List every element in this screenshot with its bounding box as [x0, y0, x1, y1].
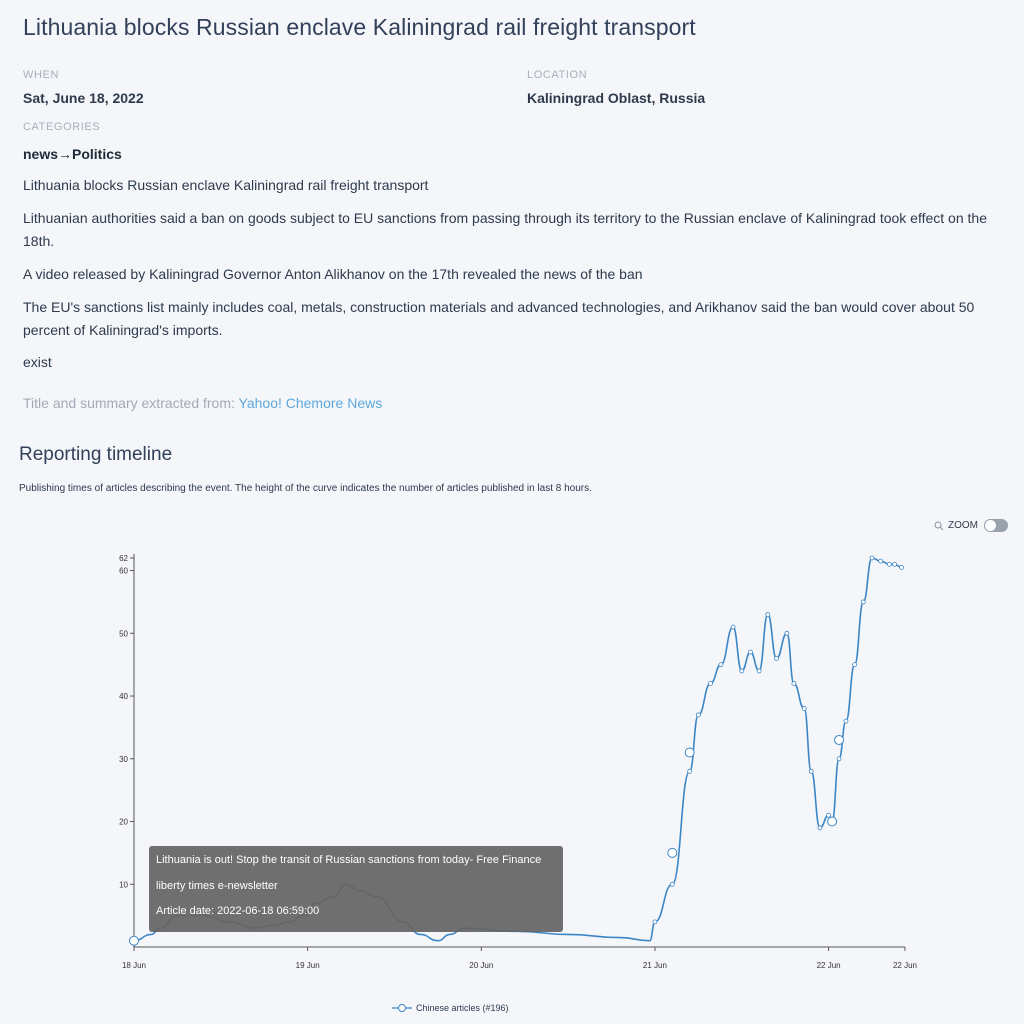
data-point — [893, 562, 897, 566]
data-point — [837, 757, 841, 761]
data-point — [748, 650, 752, 654]
category-link[interactable]: news→Politics — [23, 146, 122, 162]
zoom-toggle[interactable] — [984, 519, 1008, 532]
data-point — [696, 713, 700, 717]
data-point — [818, 826, 822, 830]
x-tick-label: 22 Jun — [816, 961, 841, 970]
highlighted-point — [668, 848, 677, 857]
data-point — [670, 882, 674, 886]
x-tick-label: 21 Jun — [642, 961, 667, 970]
tooltip-source: liberty times e-newsletter — [156, 880, 278, 892]
chart-legend[interactable] — [392, 1003, 509, 1013]
source-prefix: Title and summary extracted from: — [23, 395, 235, 411]
data-point — [870, 556, 874, 560]
event-title: Lithuania blocks Russian enclave Kaliningrad rail freight transport — [23, 14, 696, 40]
data-point — [653, 920, 657, 924]
data-point — [802, 707, 806, 711]
y-tick-label: 40 — [119, 692, 128, 702]
highlighted-point — [835, 735, 844, 744]
x-tick-label: 22 Jun — [892, 961, 918, 970]
zoom-toggle-knob — [984, 519, 997, 532]
x-tick-label: 19 Jun — [295, 961, 320, 970]
summary-paragraph: Lithuania blocks Russian enclave Kaliningrad rail freight transport — [23, 177, 429, 193]
highlighted-point — [828, 817, 837, 826]
tooltip-title: Lithuania is out! Stop the transit of Russian sanctions from today- Free Finance — [156, 854, 542, 866]
data-point — [900, 565, 904, 569]
y-tick-label: 62 — [119, 554, 128, 563]
location-value: Kaliningrad Oblast, Russia — [527, 90, 706, 106]
legend-series-marker — [392, 1003, 412, 1013]
when-label: WHEN — [23, 69, 60, 81]
data-point — [785, 631, 789, 635]
location-label: LOCATION — [527, 69, 588, 81]
zoom-control[interactable] — [934, 519, 1008, 532]
data-point — [740, 669, 744, 673]
y-tick-label: 10 — [119, 880, 128, 890]
data-point — [766, 612, 770, 616]
data-point — [861, 600, 865, 604]
x-tick-label: 18 Jun — [121, 961, 147, 970]
legend-label: Chinese articles (#196) — [416, 1003, 509, 1013]
data-point — [709, 681, 713, 685]
data-point — [757, 669, 761, 673]
data-point — [719, 663, 723, 667]
data-point — [827, 813, 831, 817]
highlighted-point — [685, 748, 694, 757]
y-tick-label: 50 — [119, 629, 128, 639]
data-point — [853, 663, 857, 667]
summary-paragraph: The EU's sanctions list mainly includes coal, metals, construction materials and advanced technologies, and Arikhanov said the ban would cover about 50 percent of Kaliningrad's imports. — [23, 299, 975, 338]
summary-paragraph: Lithuanian authorities said a ban on goods subject to EU sanctions from passing through its territory to the Russian enclave of Kaliningrad took effect on the 18th. — [23, 210, 987, 249]
timeline-caption: Publishing times of articles describing the event. The height of the curve indicates the number of articles published in last 8 hours. — [19, 483, 592, 494]
timeline-chart[interactable] — [0, 540, 1024, 1010]
data-point — [792, 681, 796, 685]
timeline-heading: Reporting timeline — [19, 444, 173, 465]
y-tick-label: 60 — [119, 566, 128, 576]
y-tick-label: 30 — [119, 754, 128, 764]
data-point — [809, 769, 813, 773]
data-point — [688, 769, 692, 773]
data-point — [775, 656, 779, 660]
summary-paragraph: A video released by Kaliningrad Governor Anton Alikhanov on the 17th revealed the news of the ban — [23, 266, 643, 282]
zoom-label: ZOOM — [948, 520, 978, 531]
data-point — [844, 719, 848, 723]
data-point — [887, 562, 891, 566]
summary-paragraph: exist — [23, 354, 52, 370]
source-link[interactable]: Yahoo! Chemore News — [238, 395, 383, 411]
source-attribution — [23, 395, 382, 411]
data-point — [879, 559, 883, 563]
y-tick-label: 20 — [119, 817, 128, 827]
x-tick-label: 20 Jun — [469, 961, 494, 970]
tooltip-date: Article date: 2022-06-18 06:59:00 — [156, 905, 320, 917]
article-tooltip — [149, 846, 563, 932]
data-point — [731, 625, 735, 629]
search-icon — [934, 521, 944, 531]
highlighted-point — [130, 936, 139, 945]
categories-label: CATEGORIES — [23, 121, 101, 133]
when-value: Sat, June 18, 2022 — [23, 90, 144, 106]
